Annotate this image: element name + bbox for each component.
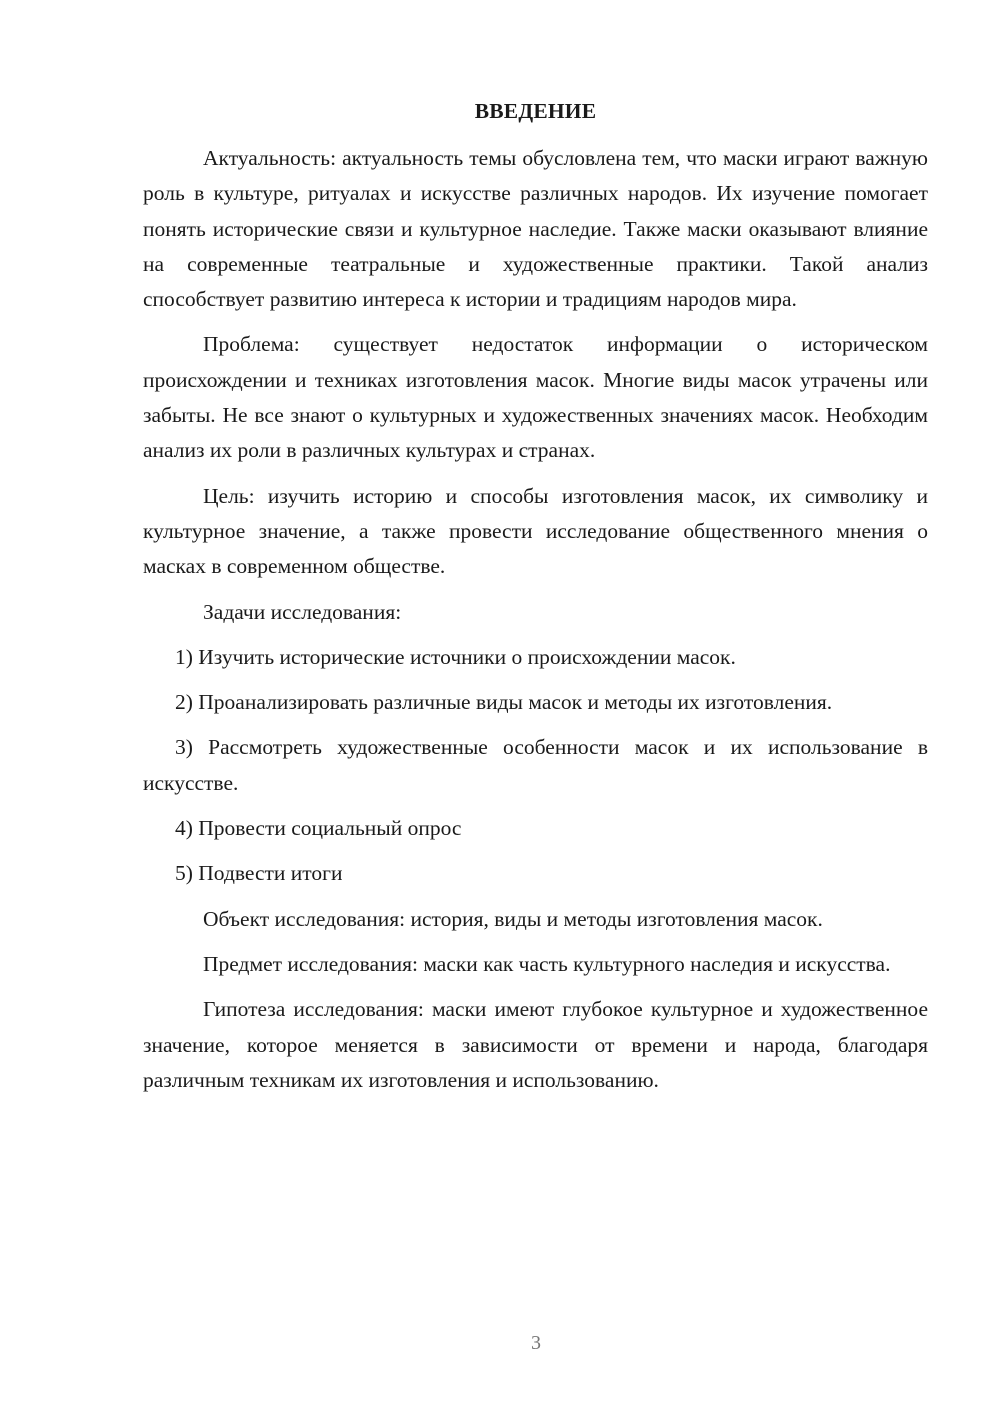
task-item-1: 1) Изучить исторические источники о происхождении масок. <box>175 644 736 669</box>
task-item-3: 3) Рассмотреть художественные особенности масок и их использование в искусстве. <box>143 735 928 795</box>
page-number: 3 <box>531 1332 541 1354</box>
tasks-heading: Задачи исследования: <box>203 599 402 624</box>
task-item-4: 4) Провести социальный опрос <box>175 816 462 841</box>
problem-paragraph: Проблема: существует недостаток информации о историческом происхождении и техниках изготовления масок. Многие виды масок утрачены или забыты. Не все знают о культурных и художественных значениях масок. Необходим анализ их роли в различных культурах и странах. <box>143 332 928 463</box>
hypothesis-paragraph: Гипотеза исследования: маски имеют глубокое культурное и художественное значение, которое меняется в зависимости от времени и народа, благодаря различным техникам их изготовления и использованию. <box>143 997 928 1092</box>
task-item-5: 5) Подвести итоги <box>175 861 343 886</box>
subject-paragraph: Предмет исследования: маски как часть культурного наследия и искусства. <box>203 951 891 976</box>
object-paragraph: Объект исследования: история, виды и методы изготовления масок. <box>203 906 823 931</box>
document-page <box>143 94 928 1108</box>
relevance-paragraph: Актуальность: актуальность темы обусловлена тем, что маски играют важную роль в культуре, ритуалах и искусстве различных народов. Их изучение помогает понять исторические связи и культурное наследие. Также маски оказывают влияние на современные театральные и художественные практики. Такой анализ способствует развитию интереса к истории и традициям народов мира. <box>143 146 928 312</box>
goal-paragraph: Цель: изучить историю и способы изготовления масок, их символику и культурное значение, а также провести исследование общественного мнения о масках в современном обществе. <box>143 483 928 579</box>
task-item-2: 2) Проанализировать различные виды масок и методы их изготовления. <box>175 690 833 715</box>
page-title: ВВЕДЕНИЕ <box>474 99 597 123</box>
